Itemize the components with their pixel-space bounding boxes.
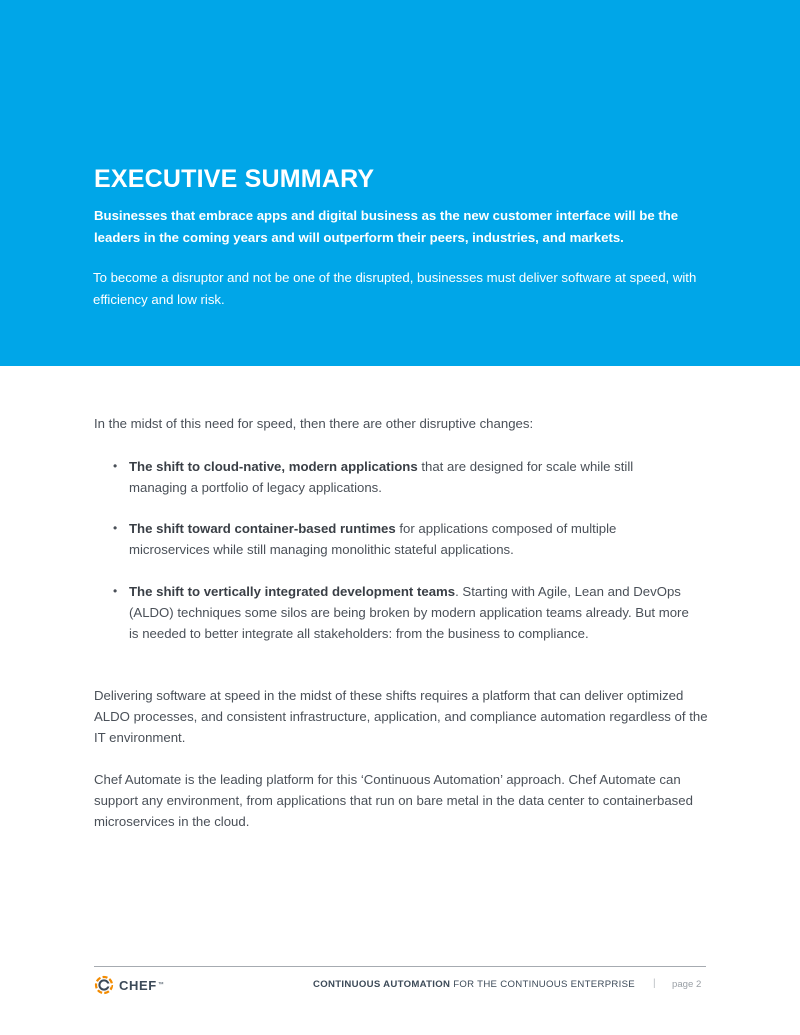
- bullet-text: [113, 518, 693, 560]
- footer-tagline-rest: FOR THE CONTINUOUS ENTERPRISE: [450, 979, 635, 990]
- bullet-dot: •: [113, 584, 118, 598]
- bullet-rest-text: . Starting with Agile, Lean and DevOps (ALDO) techniques some silos are being broken by modern application teams already. But more is needed to better integrate all stakeholders: from the business to compliance.: [129, 584, 689, 641]
- bullet-dot: •: [113, 521, 118, 535]
- chef-logo-icon: [94, 975, 114, 995]
- body-paragraph: Delivering software at speed in the midst of these shifts requires a platform that can deliver optimized ALDO processes, and consistent infrastructure, application, and compliance automation regardless of the IT environment.: [94, 688, 708, 745]
- page-number: page 2: [672, 979, 702, 990]
- bullet-item: [113, 456, 693, 498]
- footer-divider: [94, 966, 706, 967]
- bullet-rest-text: that are designed for scale while still managing a portfolio of legacy applications.: [129, 459, 634, 495]
- bullet-item: [113, 581, 693, 644]
- hero-sub-text: To become a disruptor and not be one of the disrupted, businesses must deliver software at speed, with efficiency and low risk.: [93, 270, 697, 307]
- bullet-text: [113, 456, 693, 498]
- chef-logo: [94, 975, 164, 995]
- bullet-text: [113, 581, 693, 644]
- bullet-bold-text: The shift to cloud-native, modern applications: [129, 459, 418, 474]
- bullet-rest-text: for applications composed of multiple microservices while still managing monolithic stateful applications.: [129, 521, 617, 557]
- intro-paragraph: In the midst of this need for speed, then there are other disruptive changes:: [94, 416, 534, 431]
- hero-lead-text: Businesses that embrace apps and digital business as the new customer interface will be the leaders in the coming years and will outperform their peers, industries, and markets.: [94, 208, 679, 245]
- bullet-item: [113, 518, 693, 560]
- footer-separator: |: [653, 978, 656, 989]
- bullet-bold-text: The shift toward container-based runtimes: [129, 521, 396, 536]
- bullet-bold-text: The shift to vertically integrated development teams: [129, 584, 456, 599]
- footer-tagline-bold: CONTINUOUS AUTOMATION: [313, 979, 451, 990]
- logo-wordmark: CHEF: [119, 977, 157, 993]
- footer-tagline: [313, 979, 635, 990]
- page-title: EXECUTIVE SUMMARY: [94, 165, 375, 193]
- hero-banner: [0, 0, 800, 366]
- bullet-dot: •: [113, 459, 118, 473]
- body-paragraph: Chef Automate is the leading platform for this ‘Continuous Automation’ approach. Chef Automate can support any environment, from applications that run on bare metal in the data center to containerbased microservices in the cloud.: [94, 772, 693, 829]
- logo-trademark: ™: [157, 982, 164, 988]
